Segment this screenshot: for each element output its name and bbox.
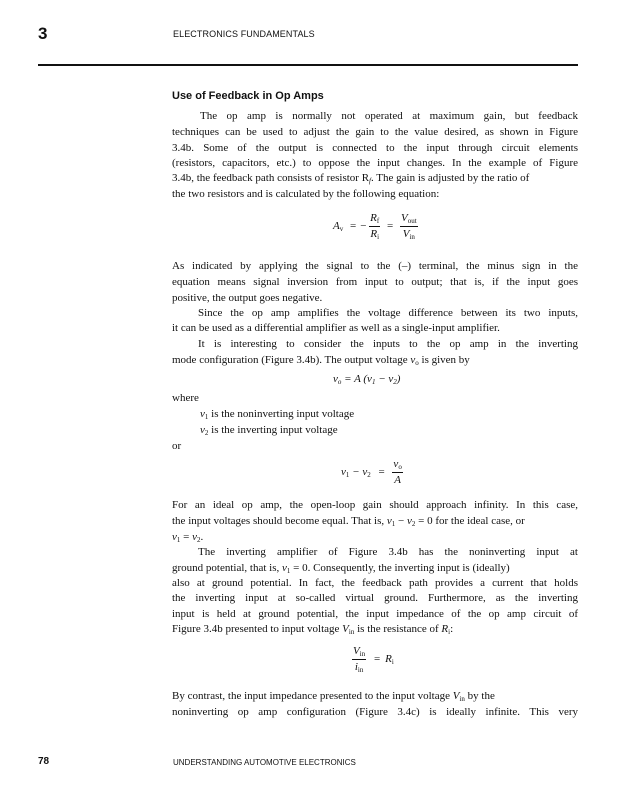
text-line: equation means signal inversion from input to output; that is, if the input goes	[172, 276, 578, 288]
running-header: ELECTRONICS FUNDAMENTALS	[173, 29, 315, 39]
text-line: the inverting input at so-called virtual ground. Furthermore, as the inverting	[172, 592, 578, 604]
equation-output-voltage: $v_o = A$ $(v_1 - v_2)$	[333, 373, 401, 386]
text-line: By contrast, the input impedance presented to the input voltage $V_{in}$ by the	[172, 690, 495, 703]
text-line: noninverting op amp configuration (Figure 3.4c) is ideally infinite. This very	[172, 706, 578, 718]
text-line: the input voltages should become equal. That is, $v_1 - v_2 = 0$ for the ideal case, or	[172, 515, 525, 528]
running-footer: UNDERSTANDING AUTOMOTIVE ELECTRONICS	[173, 758, 356, 767]
or-label: or	[172, 440, 182, 452]
text-line: also at ground potential. In fact, the feedback path provides a current that holds	[172, 577, 578, 589]
definition-v1: $v_1$ is the noninverting input voltage	[200, 408, 355, 421]
text-line: For an ideal op amp, the open-loop gain should approach infinity. In this case,	[172, 499, 578, 511]
text-line: the two resistors and is calculated by the following equation:	[172, 188, 440, 200]
page-number: 78	[38, 756, 50, 767]
where-label: where	[172, 392, 199, 404]
text-line: techniques can be used to adjust the gain to the value desired, as shown in Figure	[172, 126, 578, 138]
text-line: ground potential, that is, $v_1 = 0$. Consequently, the inverting input is (ideally)	[172, 562, 510, 575]
text-line: Figure 3.4b presented to input voltage $V_{in}$ is the resistance of $R_i$:	[172, 623, 454, 636]
text-line: The inverting amplifier of Figure 3.4b has the noninverting input at	[198, 546, 578, 558]
header-rule	[38, 64, 578, 66]
definition-v2: $v_2$ is the inverting input voltage	[200, 424, 338, 437]
equation-input-difference: $v_1 - v_2$ = $\frac{v_o}{A}$	[341, 458, 402, 486]
chapter-number: 3	[38, 24, 48, 43]
text-line: 3.4b. Some of the output is connected to the input through circuit elements	[172, 142, 578, 154]
section-heading: Use of Feedback in Op Amps	[172, 90, 324, 102]
text-line: 3.4b, the feedback path consists of resistor $R_f$. The gain is adjusted by the ratio of	[172, 172, 530, 185]
text-line: it can be used as a differential amplifier as well as a single-input amplifier.	[172, 322, 500, 334]
text-line: positive, the output goes negative.	[172, 292, 323, 304]
text-line: mode configuration (Figure 3.4b). The output voltage $v_o$ is given by	[172, 354, 470, 367]
text-line: (resistors, capacitors, etc.) to oppose the input changes. In the example of Figure	[172, 157, 578, 169]
text-line: As indicated by applying the signal to the (–) terminal, the minus sign in the	[172, 260, 578, 272]
equation-input-impedance: $\frac{V_{in}}{i_{in}}$ = $R_i$	[353, 645, 394, 674]
text-line: Since the op amp amplifies the voltage difference between its two inputs,	[198, 307, 578, 319]
text-line: input is held at ground potential, the input impedance of the op amp circuit of	[172, 608, 578, 620]
text-line: The op amp is normally not operated at maximum gain, but feedback	[200, 110, 578, 122]
text-line: $v_1 = v_2$.	[172, 531, 204, 544]
equation-gain: $A_v$ = − $\frac{R_f}{R_i}$ = $\frac{V_{out}}{V_{in}}$	[333, 212, 417, 241]
text-line: It is interesting to consider the inputs to the op amp in the inverting	[198, 338, 578, 350]
